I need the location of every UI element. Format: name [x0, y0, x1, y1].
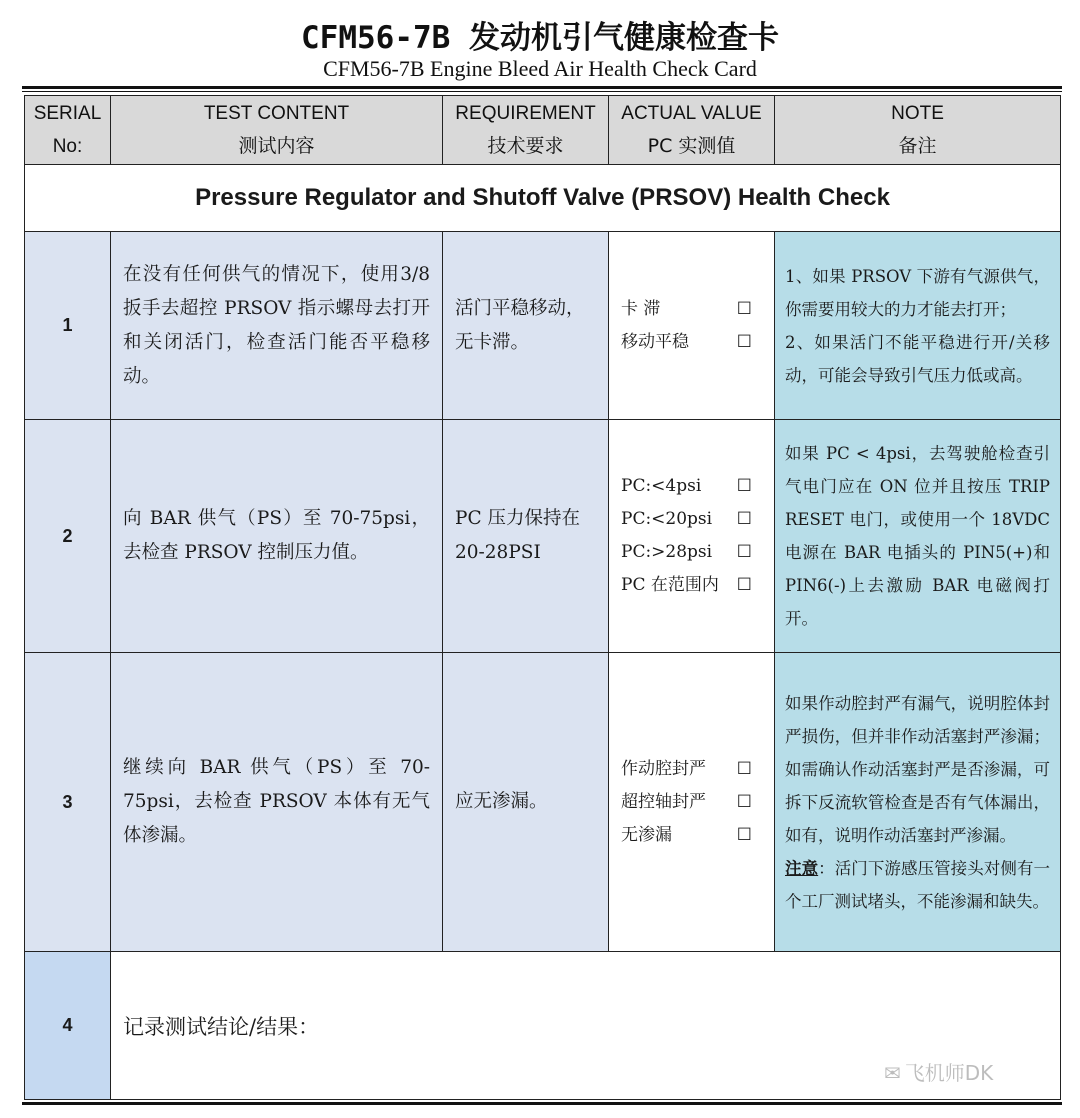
checkbox-option[interactable]: 移动平稳 ☐ — [621, 326, 762, 359]
requirement: PC 压力保持在 20-28PSI — [443, 420, 609, 653]
page-subtitle: CFM56-7B Engine Bleed Air Health Check Card — [323, 56, 757, 81]
header-row — [25, 96, 1061, 165]
checkbox-option[interactable]: PC 在范围内 ☐ — [621, 569, 762, 602]
header-requirement: REQUIREMENT 技术要求 — [443, 96, 609, 165]
checkbox-icon[interactable]: ☐ — [736, 575, 752, 595]
requirement: 应无渗漏。 — [443, 653, 609, 952]
header-test-content: TEST CONTENT 测试内容 — [111, 96, 443, 165]
checkbox-icon[interactable]: ☐ — [736, 476, 752, 496]
checkbox-option[interactable]: PC:>28psi ☐ — [621, 536, 762, 569]
checkbox-option[interactable]: 卡 滞 ☐ — [621, 293, 762, 326]
result-field[interactable]: 记录测试结论/结果： — [111, 952, 1061, 1100]
checkbox-option[interactable]: PC:<20psi ☐ — [621, 503, 762, 536]
checkbox-icon[interactable]: ☐ — [736, 509, 752, 529]
serial-number: 3 — [25, 653, 111, 952]
serial-number: 2 — [25, 420, 111, 653]
checkbox-option[interactable]: 超控轴封严 ☐ — [621, 786, 762, 819]
note: 如果 PC < 4psi，去驾驶舱检查引气电门应在 ON 位并且按压 TRIP RESET 电门，或使用一个 18VDC 电源在 BAR 电插头的 PIN5(+)和 PIN6(-)上去激励 BAR 电磁阀打开。 — [775, 420, 1061, 653]
test-content: 向 BAR 供气（PS）至 70-75psi，去检查 PRSOV 控制压力值。 — [111, 420, 443, 653]
table-row — [25, 232, 1061, 420]
actual-value — [609, 420, 775, 653]
bottom-rule — [22, 1102, 1062, 1105]
requirement: 活门平稳移动，无卡滞。 — [443, 232, 609, 420]
table-row — [25, 653, 1061, 952]
test-content: 继续向 BAR 供气（PS）至 70-75psi，去检查 PRSOV 本体有无气体渗漏。 — [111, 653, 443, 952]
checkbox-icon[interactable]: ☐ — [736, 298, 752, 319]
header-actual-value: ACTUAL VALUE PC 实测值 — [609, 96, 775, 165]
serial-number: 1 — [25, 232, 111, 420]
serial-number: 4 — [25, 952, 111, 1100]
top-rule — [22, 86, 1062, 89]
header-note: NOTE 备注 — [775, 96, 1061, 165]
checkbox-option[interactable]: 无渗漏 ☐ — [621, 819, 762, 852]
actual-value — [609, 653, 775, 952]
watermark: ✉ 飞机师DK — [884, 1061, 994, 1085]
checkbox-icon[interactable]: ☐ — [736, 791, 752, 812]
test-content: 在没有任何供气的情况下，使用3/8 扳手去超控 PRSOV 指示螺母去打开和关闭活门，检查活门能否平稳移动。 — [111, 232, 443, 420]
note: 如果作动腔封严有漏气，说明腔体封严损伤，但并非作动活塞封严渗漏；如需确认作动活塞封严是否渗漏，可拆下反流软管检查是否有气体漏出，如有，说明作动活塞封严渗漏。 注意：活门下游感压管接头对侧有一个工厂测试堵头，不能渗漏和缺失。 — [775, 653, 1061, 952]
wechat-icon: ✉ — [884, 1061, 901, 1085]
checkbox-icon[interactable]: ☐ — [736, 824, 752, 845]
section-title: Pressure Regulator and Shutoff Valve (PRSOV) Health Check — [25, 165, 1061, 232]
page-title: CFM56-7B 发动机引气健康检查卡 — [301, 20, 779, 56]
checkbox-option[interactable]: 作动腔封严 ☐ — [621, 753, 762, 786]
header-serial: SERIAL No: — [25, 96, 111, 165]
actual-value — [609, 232, 775, 420]
checkbox-icon[interactable]: ☐ — [736, 331, 752, 352]
note-warning-label: 注意 — [785, 858, 819, 878]
section-row — [25, 165, 1061, 232]
top-rule-thin — [22, 91, 1062, 92]
checkbox-icon[interactable]: ☐ — [736, 542, 752, 562]
note: 1、如果 PRSOV 下游有气源供气，你需要用较大的力才能去打开； 2、如果活门不能平稳进行开/关移动，可能会导致引气压力低或高。 — [775, 232, 1061, 420]
checkbox-icon[interactable]: ☐ — [736, 758, 752, 779]
table-row — [25, 420, 1061, 653]
checkbox-option[interactable]: PC:<4psi ☐ — [621, 470, 762, 503]
check-card-table — [24, 95, 1061, 1100]
